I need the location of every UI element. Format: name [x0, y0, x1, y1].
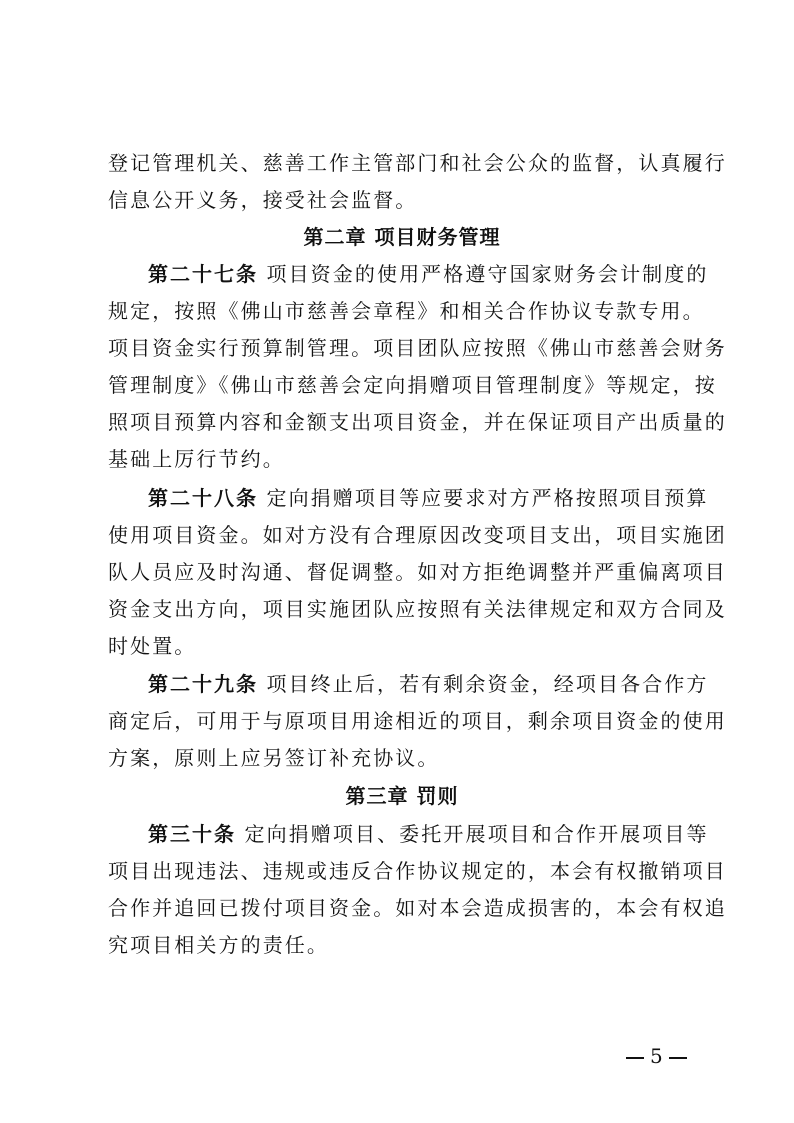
paragraph-line: 究项目相关方的责任。	[108, 933, 329, 957]
article-29-text: 项目终止后，若有剩余资金，经项目各合作方	[266, 672, 709, 696]
page-number: 5	[650, 1044, 663, 1068]
chapter-heading-2: 第二章 项目财务管理	[303, 225, 501, 249]
paragraph-line: 方案，原则上应另签订补充协议。	[108, 746, 440, 770]
paragraph-line: 商定后，可用于与原项目用途相近的项目，剩余项目资金的使用	[108, 709, 727, 733]
paragraph-line: 队人员应及时沟通、督促调整。如对方拒绝调整并严重偏离项目	[108, 560, 727, 584]
dash-right	[669, 1057, 687, 1059]
article-29-label: 第二十九条	[148, 672, 258, 696]
article-30-text: 定向捐赠项目、委托开展项目和合作开展项目等	[244, 822, 709, 846]
article-29-first-line	[148, 666, 709, 702]
paragraph-line: 基础上厉行节约。	[108, 447, 285, 471]
article-30-label: 第三十条	[148, 822, 236, 846]
page-footer	[620, 1042, 700, 1070]
paragraph-line: 规定，按照《佛山市慈善会章程》和相关合作协议专款专用。	[108, 299, 705, 323]
article-27-label: 第二十七条	[148, 262, 258, 286]
paragraph-line: 项目资金实行预算制管理。项目团队应按照《佛山市慈善会财务	[108, 336, 727, 360]
paragraph-line: 信息公开义务，接受社会监督。	[108, 188, 418, 212]
article-28-text: 定向捐赠项目等应要求对方严格按照项目预算	[266, 486, 709, 510]
chapter-heading-3: 第三章 罚则	[345, 784, 459, 808]
paragraph-line: 项目出现违法、违规或违反合作协议规定的，本会有权撤销项目	[108, 859, 727, 883]
article-27-text: 项目资金的使用严格遵守国家财务会计制度的	[266, 262, 709, 286]
paragraph-line: 管理制度》《佛山市慈善会定向捐赠项目管理制度》等规定，按	[108, 373, 717, 397]
dash-left	[626, 1057, 644, 1059]
paragraph-line: 照项目预算内容和金额支出项目资金，并在保证项目产出质量的	[108, 410, 727, 434]
paragraph-line: 合作并追回已拨付项目资金。如对本会造成损害的，本会有权追	[108, 896, 727, 920]
article-27-first-line	[148, 256, 709, 292]
article-28-first-line	[148, 480, 709, 516]
paragraph-line: 登记管理机关、慈善工作主管部门和社会公众的监督，认真履行	[108, 151, 727, 175]
paragraph-line: 资金支出方向，项目实施团队应按照有关法律规定和双方合同及	[108, 597, 727, 621]
article-28-label: 第二十八条	[148, 486, 258, 510]
paragraph-line: 使用项目资金。如对方没有合理原因改变项目支出，项目实施团	[108, 523, 727, 547]
paragraph-line: 时处置。	[108, 634, 197, 658]
article-30-first-line	[148, 816, 709, 852]
